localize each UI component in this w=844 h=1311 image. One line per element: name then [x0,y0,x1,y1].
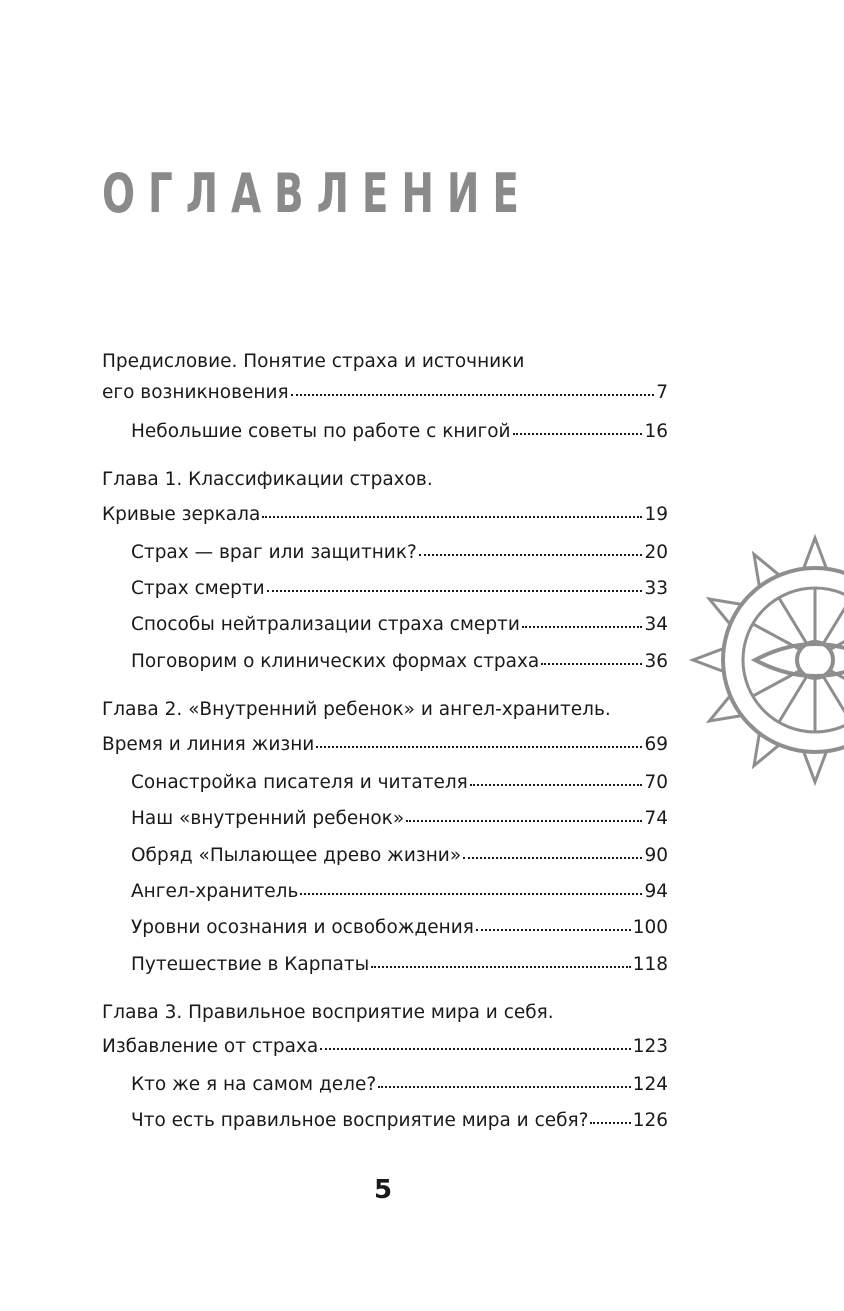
toc-leader-dots [476,929,631,931]
toc-entry-title: Наш «внутренний ребенок» [131,808,405,829]
toc-chapter-heading: Глава 1. Классификации страхов. [102,469,433,490]
toc-leader-dots [522,626,643,628]
toc-entry-title: Небольшие советы по работе с книгой [131,421,511,442]
toc-entry-title: Уровни осознания и освобождения [131,917,474,938]
toc-leader-dots [406,820,642,822]
toc-entry[interactable] [131,417,668,447]
toc-entry[interactable] [131,574,668,604]
toc-entry[interactable] [131,913,668,943]
toc-entry-title: Избавление от страха [102,1036,319,1057]
toc-leader-dots [262,516,642,518]
toc-entry-title: Обряд «Пылающее древо жизни» [131,845,462,866]
toc-entry-title: Путешествие в Карпаты [131,954,370,975]
toc-entry-title: Поговорим о клинических формах страха [131,651,540,672]
toc-entry-title: Что есть правильное восприятие мира и себя? [131,1110,589,1131]
toc-entry-page: 118 [632,954,668,975]
toc-leader-dots [300,893,642,895]
toc-entry-page: 70 [644,772,668,793]
toc-entry[interactable] [102,378,668,408]
toc-entry[interactable] [131,1070,668,1100]
toc-entry[interactable] [102,730,668,760]
toc-entry-page: 123 [632,1036,668,1057]
toc-leader-dots [316,746,642,748]
toc-entry-title: Кто же я на самом деле? [131,1074,377,1095]
toc-leader-dots [463,857,642,859]
toc-chapter-heading: Глава 3. Правильное восприятие мира и себя. [102,1002,554,1023]
toc-leader-dots [320,1048,630,1050]
toc-entry[interactable] [131,768,668,798]
toc-entry-title: Сонастройка писателя и читателя [131,772,468,793]
toc-entry-page: 74 [644,808,668,829]
toc-entry-title: Способы нейтрализации страха смерти [131,614,520,635]
toc-entry-page: 126 [632,1110,668,1131]
toc-entry[interactable] [131,1106,668,1136]
toc-entry-title: Ангел-хранитель [131,881,299,902]
toc-entry-page: 100 [632,917,668,938]
sun-emblem-icon [675,525,844,805]
toc-chapter-heading: Предисловие. Понятие страха и источники [102,351,525,372]
toc-entry[interactable] [131,841,668,871]
toc-entry-page: 33 [644,578,668,599]
toc-entry-title: Кривые зеркала [102,504,261,525]
toc-entry-page: 34 [644,614,668,635]
toc-leader-dots [470,784,643,786]
toc-leader-dots [267,590,643,592]
toc-leader-dots [513,433,643,435]
toc-leader-dots [371,966,630,968]
toc-entry-page: 7 [656,382,668,403]
page-number: 5 [373,1175,393,1205]
toc-chapter-heading: Глава 2. «Внутренний ребенок» и ангел-хранитель. [102,699,611,720]
toc-leader-dots [541,663,642,665]
toc-entry[interactable] [131,950,668,980]
toc-leader-dots [378,1086,631,1088]
toc-entry-page: 124 [632,1074,668,1095]
toc-entry-page: 94 [644,881,668,902]
toc-entry[interactable] [131,877,668,907]
page-title: ОГЛАВЛЕНИЕ [102,162,532,225]
toc-entry[interactable] [102,1032,668,1062]
toc-entry[interactable] [131,647,668,677]
toc-leader-dots [291,394,655,396]
toc-entry-page: 20 [644,542,668,563]
toc-entry-page: 16 [644,421,668,442]
toc-entry[interactable] [131,804,668,834]
toc-entry-title: Страх смерти [131,578,265,599]
toc-entry[interactable] [131,610,668,640]
toc-entry-title: Страх — враг или защитник? [131,542,417,563]
toc-entry-page: 90 [644,845,668,866]
toc-entry[interactable] [131,538,668,568]
toc-entry-page: 19 [644,504,668,525]
toc-entry-title: его возникновения [102,382,289,403]
toc-leader-dots [590,1122,630,1124]
toc-leader-dots [419,554,643,556]
toc-entry-title: Время и линия жизни [102,734,315,755]
toc-entry-page: 69 [644,734,668,755]
toc-entry-page: 36 [644,651,668,672]
toc-entry[interactable] [102,500,668,530]
